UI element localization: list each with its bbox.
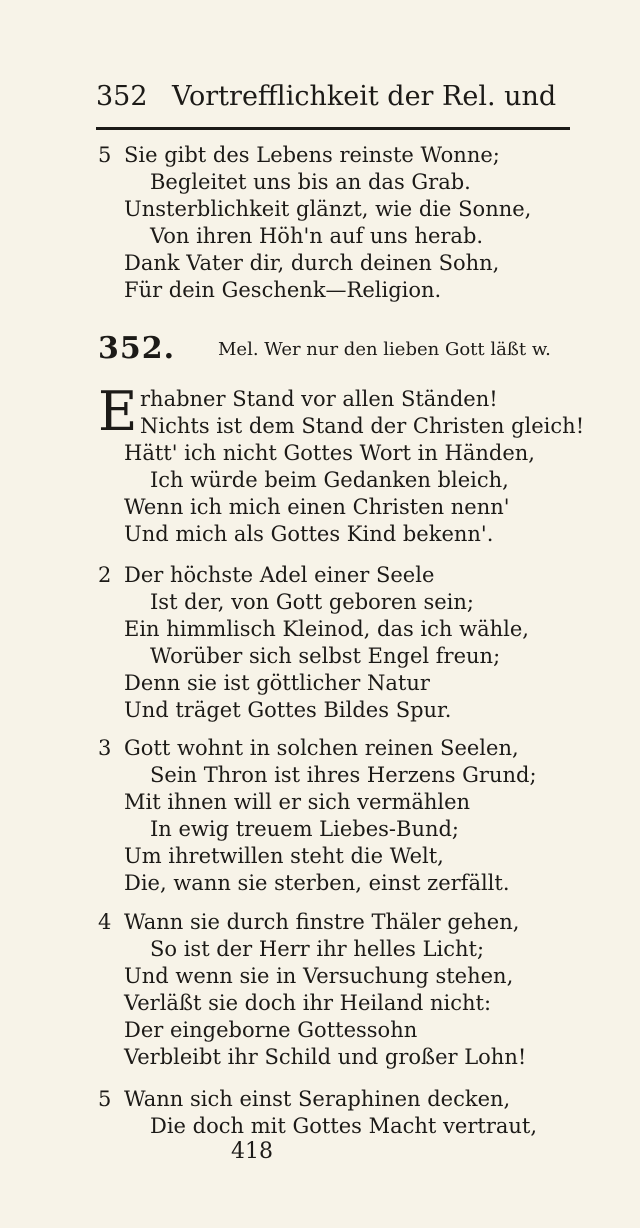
verse-line: Verläßt sie doch ihr Heiland nicht: (124, 991, 492, 1015)
verse-line: Ist der, von Gott geboren sein; (150, 590, 474, 614)
stanza-2 (98, 562, 618, 724)
stanza-4 (98, 909, 618, 1071)
verse-line: Von ihren Höh'n auf uns herab. (150, 224, 484, 248)
drop-cap: E (98, 380, 138, 443)
verse-line: Der eingeborne Gottessohn (124, 1018, 418, 1042)
verse-line: Die doch mit Gottes Macht vertraut, (150, 1114, 538, 1138)
verse-line: Wenn ich mich einen Christen nenn' (124, 495, 510, 519)
verse-line: Nichts ist dem Stand der Christen gleich! (140, 414, 585, 438)
verse-line: Hätt' ich nicht Gottes Wort in Händen, (124, 441, 535, 465)
verse-line: Denn sie ist göttlicher Natur (124, 671, 430, 695)
verse-line: Mit ihnen will er sich vermählen (124, 790, 471, 814)
stanza-prev-5 (98, 142, 618, 304)
hymn-number: 352. (98, 331, 176, 366)
verse-line: Worüber sich selbst Engel freun; (150, 644, 501, 668)
stanza-3 (98, 735, 618, 897)
verse-line: Begleitet uns bis an das Grab. (150, 170, 471, 194)
verse-line: Ein himmlisch Kleinod, das ich wähle, (124, 617, 529, 641)
footer-page-number: 418 (231, 1139, 273, 1164)
footer (0, 1138, 640, 1166)
verse-line: Für dein Geschenk—Religion. (124, 278, 442, 302)
verse-line: Unsterblichkeit glänzt, wie die Sonne, (124, 197, 532, 221)
stanza-number: 5 (98, 1087, 112, 1111)
hymn-heading (98, 330, 618, 368)
melody-reference: Mel. Wer nur den lieben Gott läßt w. (218, 339, 551, 360)
verse-line: In ewig treuem Liebes-Bund; (150, 817, 460, 841)
verse-line: Die, wann sie sterben, einst zerfällt. (124, 871, 510, 895)
verse-line: Und träget Gottes Bildes Spur. (124, 698, 452, 722)
running-header (96, 80, 576, 114)
verse-line: Der höchste Adel einer Seele (124, 563, 435, 587)
stanza-number: 2 (98, 563, 112, 587)
stanza-number: 3 (98, 736, 112, 760)
verse-line: Verbleibt ihr Schild und großer Lohn! (124, 1045, 527, 1069)
verse-line: Wann sich einst Seraphinen decken, (124, 1087, 511, 1111)
verse-line: So ist der Herr ihr helles Licht; (150, 937, 485, 961)
stanza-number: 5 (98, 143, 112, 167)
verse-line: Um ihretwillen steht die Welt, (124, 844, 444, 868)
stanza-1 (98, 380, 618, 548)
verse-line: Wann sie durch finstre Thäler gehen, (124, 910, 520, 934)
verse-line: rhabner Stand vor allen Ständen! (140, 387, 498, 411)
verse-line: Sie gibt des Lebens reinste Wonne; (124, 143, 500, 167)
page-number: 352 (96, 81, 148, 112)
verse-line: Und mich als Gottes Kind bekenn'. (124, 522, 494, 546)
verse-line: Sein Thron ist ihres Herzens Grund; (150, 763, 537, 787)
header-rule (96, 127, 570, 130)
stanza-number: 4 (98, 910, 112, 934)
verse-line: Gott wohnt in solchen reinen Seelen, (124, 736, 519, 760)
stanza-5 (98, 1086, 618, 1140)
verse-line: Ich würde beim Gedanken bleich, (150, 468, 509, 492)
running-title: Vortrefflichkeit der Rel. und (172, 81, 557, 112)
verse-line: Und wenn sie in Versuchung stehen, (124, 964, 514, 988)
verse-line: Dank Vater dir, durch deinen Sohn, (124, 251, 500, 275)
